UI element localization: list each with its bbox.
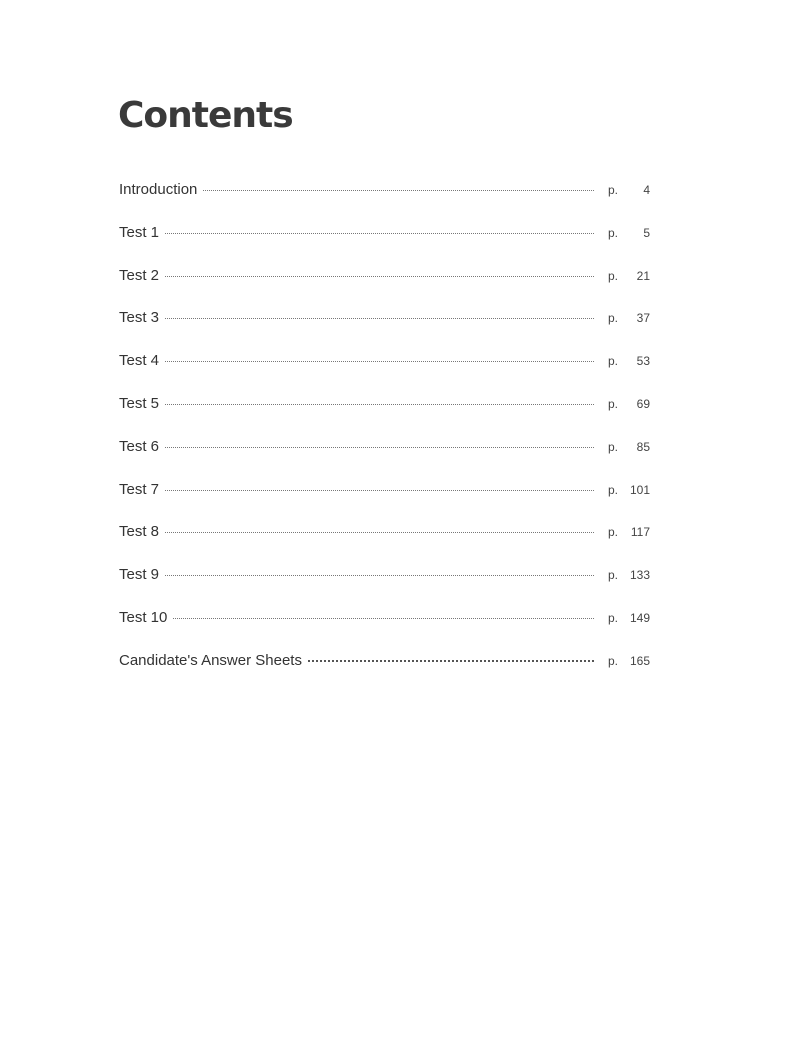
page-prefix: p. <box>608 396 619 411</box>
page-prefix: p. <box>608 653 619 668</box>
dot-leader <box>203 190 594 191</box>
toc-entry-test-10[interactable] <box>119 609 650 652</box>
toc-entry-test-6[interactable] <box>119 438 650 481</box>
page-number: 133 <box>630 568 651 583</box>
toc-entry-test-7[interactable] <box>119 481 650 524</box>
page-number: 149 <box>630 610 651 625</box>
toc-entry-test-1[interactable] <box>119 224 650 267</box>
page-number: 69 <box>636 396 650 411</box>
dot-leader <box>165 318 594 319</box>
dot-leader <box>308 660 594 662</box>
page-prefix: p. <box>608 311 619 326</box>
toc-entry-test-3[interactable] <box>119 309 650 352</box>
toc-entry-label: Test 4 <box>119 352 160 370</box>
toc-entry-test-8[interactable] <box>119 523 650 566</box>
page-prefix: p. <box>608 525 619 540</box>
toc-entry-label: Test 2 <box>119 266 160 284</box>
toc-entry-test-2[interactable] <box>119 267 650 310</box>
toc-entry-introduction[interactable] <box>119 181 650 224</box>
page-number: 53 <box>636 354 650 369</box>
page-prefix: p. <box>608 354 619 369</box>
dot-leader <box>165 276 594 277</box>
toc-entry-label: Test 9 <box>119 566 160 584</box>
toc-entry-label: Candidate's Answer Sheets <box>119 651 302 669</box>
toc-entry-label: Test 5 <box>119 394 160 412</box>
page-prefix: p. <box>608 568 619 583</box>
page-number: 85 <box>636 439 650 454</box>
table-of-contents <box>119 181 650 695</box>
page-number: 21 <box>636 268 650 283</box>
page-number: 101 <box>630 482 651 497</box>
toc-entry-label: Test 1 <box>119 223 160 241</box>
toc-entry-label: Test 7 <box>119 480 160 498</box>
toc-entry-label: Test 3 <box>119 309 160 327</box>
dot-leader <box>165 361 594 362</box>
page-prefix: p. <box>608 225 619 240</box>
dot-leader <box>165 404 594 405</box>
page-number: 4 <box>643 183 650 197</box>
dot-leader <box>165 233 594 234</box>
dot-leader <box>165 490 594 491</box>
toc-entry-test-9[interactable] <box>119 566 650 609</box>
page-number: 5 <box>643 225 650 240</box>
page-number: 37 <box>636 311 650 326</box>
toc-entry-label: Introduction <box>119 181 198 198</box>
toc-entry-label: Test 8 <box>119 523 160 541</box>
toc-entry-label: Test 10 <box>119 608 168 626</box>
dot-leader <box>165 532 594 533</box>
page-prefix: p. <box>608 482 619 497</box>
page-prefix: p. <box>608 183 619 197</box>
toc-entry-label: Test 6 <box>119 437 160 455</box>
page-prefix: p. <box>608 268 619 283</box>
dot-leader <box>165 575 594 576</box>
page-prefix: p. <box>608 610 619 625</box>
page-prefix: p. <box>608 439 619 454</box>
toc-entry-test-5[interactable] <box>119 395 650 438</box>
page-number: 165 <box>630 653 651 668</box>
page-title: Contents <box>118 95 293 136</box>
toc-entry-test-4[interactable] <box>119 352 650 395</box>
page-number: 117 <box>630 525 650 540</box>
dot-leader <box>173 618 594 619</box>
dot-leader <box>165 447 594 448</box>
toc-entry-answer-sheets[interactable] <box>119 652 650 695</box>
